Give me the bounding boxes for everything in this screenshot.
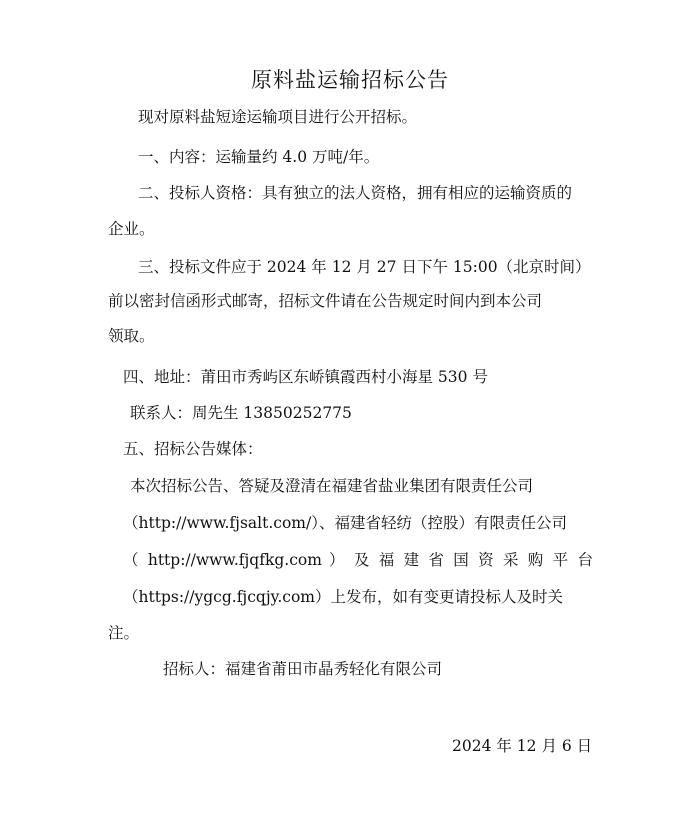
issue-date: 2024 年 12 月 6 日 [452,737,593,755]
media-text-line5: 注。 [108,624,140,642]
media-text-line4: （https://ygcg.fjcqjy.com）上发布，如有变更请投标人及时关 [123,588,563,606]
section-qualification-line2: 企业。 [108,220,155,238]
contact-person: 联系人：周先生 13850252775 [130,404,352,422]
section-qualification-line1: 二、投标人资格：具有独立的法人资格，拥有相应的运输资质的 [138,184,573,202]
section-address: 四、地址：莆田市秀屿区东峤镇霞西村小海星 530 号 [123,368,488,386]
section-deadline-line2: 前以密封信函形式邮寄，招标文件请在公告规定时间内到本公司 [108,292,543,310]
media-text-line3: （ http://www.fjqfkg.com ） 及 福 建 省 国 资 采 购 平 台 [123,551,593,569]
media-text-line2: （http://www.fjsalt.com/）、福建省轻纺（控股）有限责任公司 [123,514,567,532]
section-media-heading: 五、招标公告媒体： [123,440,263,458]
notice-title: 原料盐运输招标公告 [251,68,449,92]
issuer-name: 招标人：福建省莆田市晶秀轻化有限公司 [163,660,443,678]
section-content: 一、内容：运输量约 4.0 万吨/年。 [138,148,380,166]
intro-text: 现对原料盐短途运输项目进行公开招标。 [138,108,418,126]
section-deadline-line3: 领取。 [108,327,155,345]
section-deadline-line1: 三、投标文件应于 2024 年 12 月 27 日下午 15:00（北京时间） [138,258,591,276]
media-text-line1: 本次招标公告、答疑及澄清在福建省盐业集团有限责任公司 [130,477,534,495]
